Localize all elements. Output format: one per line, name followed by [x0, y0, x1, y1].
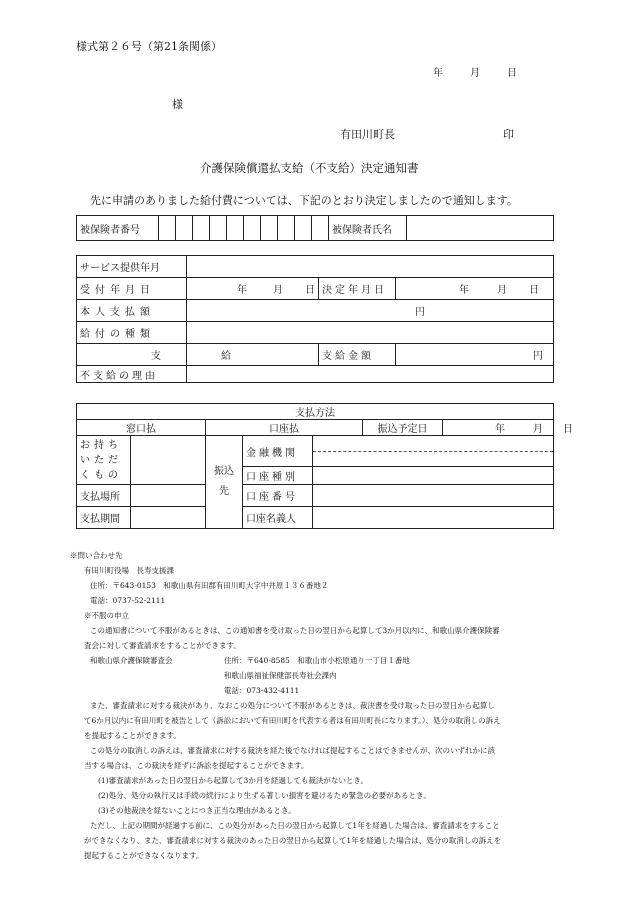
yen-unit: 円	[415, 307, 425, 318]
insured-name-label: 被保険者氏名	[329, 216, 407, 241]
insured-number-digit[interactable]	[244, 216, 261, 241]
payment-amount-value[interactable]	[396, 344, 554, 366]
payment-place-label: 支払場所	[77, 485, 131, 507]
cancel-text-2: 当する場合は、この裁決を経ずに訴訟を提起することができます。	[84, 761, 309, 770]
appeal-text-2: 査会に対して審査請求をすることができます。	[84, 641, 241, 650]
inquiry-phone: 電話：0737-52-2111	[90, 596, 166, 605]
insured-number-digit[interactable]	[227, 216, 244, 241]
council-name: 和歌山県介護保険審査会	[90, 656, 173, 665]
addressee-suffix: 様	[172, 98, 183, 111]
council-address: 住所：〒640-8585 和歌山市小松原通り一丁目１番地	[224, 656, 410, 665]
payment-method-title: 支払方法	[77, 404, 554, 420]
scheduled-day: 日	[563, 424, 573, 435]
scheduled-month: 月	[533, 424, 543, 435]
scheduled-date-value[interactable]	[443, 420, 573, 436]
scheduled-year: 年	[495, 424, 505, 435]
received-date-label: 受付年月日	[77, 278, 187, 300]
non-payment-reason-label: 不支給の理由	[77, 366, 187, 383]
condition-3: (3)その他裁決を経ないことにつき正当な理由があるとき。	[98, 806, 296, 815]
insured-number-digit[interactable]	[193, 216, 210, 241]
bank-label: 金融機関	[243, 436, 313, 467]
account-number-label: 口座番号	[243, 485, 313, 507]
council-row	[90, 653, 560, 668]
date-day: 日	[507, 68, 517, 79]
seal-mark: 印	[503, 128, 514, 141]
insured-name-value[interactable]	[407, 216, 554, 241]
limit-text-3: 提起することができなくなります。	[84, 851, 204, 860]
non-payment-reason-value[interactable]	[187, 366, 554, 383]
payment-period-label: 支払期間	[77, 507, 131, 529]
details-table	[76, 255, 554, 383]
payment-method-table	[76, 403, 573, 529]
inquiry-title: ※問い合わせ先	[70, 551, 123, 560]
decision-date-label: 決定年月日	[319, 278, 396, 300]
insured-number-digit[interactable]	[295, 216, 312, 241]
cancel-text-1: この処分の取消しの訴えは、審査請求に対する裁決を経た後でなければ提起することはできませんが、次のいずれかに該	[90, 746, 495, 755]
received-date-value[interactable]	[187, 278, 319, 300]
notes-section	[70, 548, 560, 863]
insured-number-digit[interactable]	[176, 216, 193, 241]
bring-items-value[interactable]	[131, 436, 206, 485]
bank-value[interactable]	[313, 436, 554, 467]
limit-text-1: ただし、上記の期間が経過する前に、この処分があった日の翌日から起算して1年を経過した場合は、審査請求をすること	[90, 821, 500, 830]
counter-payment-header: 窓口払	[77, 420, 206, 436]
decision-month: 月	[497, 285, 507, 296]
council-phone: 電話：073-432-4111	[224, 686, 300, 695]
condition-1: (1)審査請求があった日の翌日から起算して3か月を経過しても裁決がないとき。	[98, 776, 369, 785]
payment-place-value[interactable]	[131, 485, 206, 507]
transfer-payment-header: 口座払	[206, 420, 363, 436]
account-number-value[interactable]	[313, 485, 554, 507]
bring-items-label: お持ちいただくもの	[77, 436, 131, 485]
account-type-value[interactable]	[313, 467, 554, 485]
decision-date-value[interactable]	[396, 278, 554, 300]
inquiry-address: 住所：〒643-0153 和歌山県有田郡有田川町大字中井原１３６番地２	[90, 581, 329, 590]
insured-number-digit[interactable]	[159, 216, 176, 241]
payment-label: 支給	[77, 344, 187, 366]
payment-amount-label: 支給金額	[319, 344, 396, 366]
self-payment-label: 本人支払額	[77, 300, 187, 322]
council-address-2: 和歌山県福祉保健部長寿社会課内	[224, 671, 337, 680]
appeal-text-1: この通知書について不服があるときは、この通知書を受け取った日の翌日から起算して3か月以内に、和歌山県介護保険審	[90, 626, 500, 635]
document-title: 介護保険償還払支給（不支給）決定通知書	[200, 161, 419, 175]
lawsuit-text-2: て6か月以内に有田川町を被告として（訴訟において有田川町を代表する者は有田川町長になります。）、処分の取消しの訴え	[84, 716, 501, 725]
service-month-label: サービス提供年月	[77, 256, 187, 278]
insured-number-digit[interactable]	[312, 216, 329, 241]
decision-year: 年	[459, 285, 469, 296]
lawsuit-text-3: を提起することができます。	[84, 731, 181, 740]
insured-table	[76, 215, 554, 241]
inquiry-office: 有田川町役場 長寿支援課	[84, 566, 174, 575]
account-type-label: 口座種別	[243, 467, 313, 485]
condition-2: (2)処分、処分の執行又は手続の続行により生ずる著しい損害を避けるため緊急の必要があるとき。	[98, 791, 431, 800]
benefit-type-value[interactable]	[187, 322, 554, 344]
bank-divider	[313, 451, 553, 452]
transfer-to-label: 振込先	[206, 436, 243, 529]
lawsuit-text-1: また、審査請求に対する裁決があり、なおこの処分について不服があるときは、裁決書を受け取った日の翌日から起算し	[90, 701, 495, 710]
form-number: 様式第２６号（第21条関係）	[76, 40, 222, 53]
date-month: 月	[470, 68, 480, 79]
decision-day: 日	[529, 285, 539, 296]
date-year: 年	[433, 68, 443, 79]
received-day: 日	[305, 285, 315, 296]
intro-text: 先に申請のありました給付費については、下記のとおり決定しましたので通知します。	[90, 194, 518, 207]
insured-number-digit[interactable]	[261, 216, 278, 241]
appeal-title: ※不服の申立	[84, 611, 129, 620]
insured-number-digit[interactable]	[278, 216, 295, 241]
received-year: 年	[237, 285, 247, 296]
self-payment-value[interactable]	[187, 300, 554, 322]
payment-period-value[interactable]	[131, 507, 206, 529]
scheduled-date-label: 振込予定日	[363, 420, 443, 436]
benefit-type-label: 給付の種類	[77, 322, 187, 344]
received-month: 月	[273, 285, 283, 296]
service-month-value[interactable]	[187, 256, 554, 278]
account-holder-value[interactable]	[313, 507, 554, 529]
account-holder-label: 口座名義人	[243, 507, 313, 529]
yen-unit: 円	[533, 351, 543, 362]
sender-name: 有田川町長	[340, 128, 395, 141]
limit-text-2: ができなくなり、また、審査請求に対する裁決のあった日の翌日から起算して1年を経過した場合は、処分の取消しの訴えを	[84, 836, 502, 845]
insured-number-label: 被保険者番号	[77, 216, 159, 241]
insured-number-digit[interactable]	[210, 216, 227, 241]
